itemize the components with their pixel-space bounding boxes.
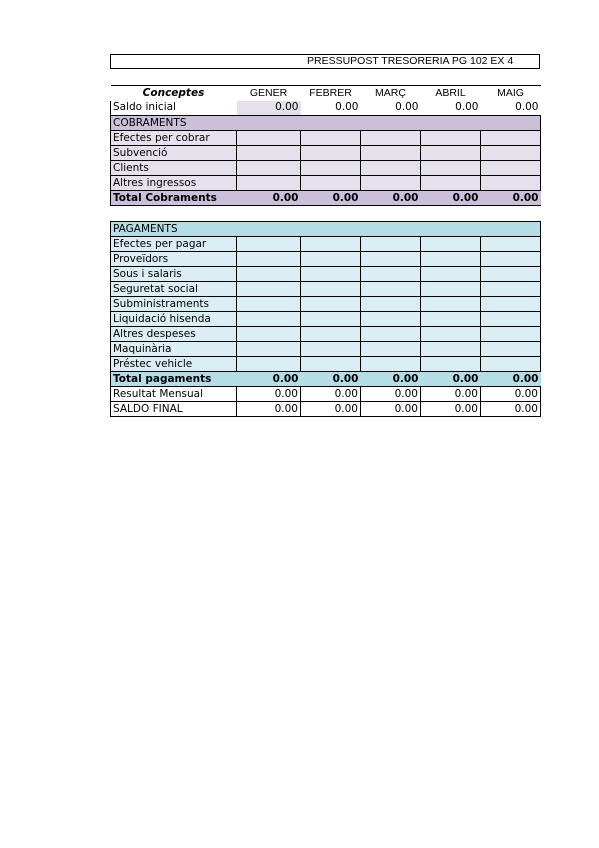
pagaments-row-cell[interactable] bbox=[361, 342, 421, 357]
total-cobraments-label: Total Cobraments bbox=[111, 191, 237, 206]
pagaments-row-label: Subministraments bbox=[111, 297, 237, 312]
saldo-final-cell[interactable]: 0.00 bbox=[421, 402, 481, 417]
total-cobraments-row bbox=[111, 191, 541, 206]
cobraments-row-cell[interactable] bbox=[481, 176, 541, 191]
cobraments-row bbox=[111, 131, 541, 146]
pagaments-row-cell[interactable] bbox=[301, 342, 361, 357]
total-pagaments-cell[interactable]: 0.00 bbox=[361, 372, 421, 387]
saldo-inicial-cell[interactable]: 0.00 bbox=[335, 101, 359, 114]
pagaments-row-cell[interactable] bbox=[301, 282, 361, 297]
sheet-title: PRESSUPOST TRESORERIA PG 102 EX 4 bbox=[307, 55, 514, 67]
header-month[interactable]: MARÇ bbox=[375, 86, 406, 99]
pagaments-row bbox=[111, 342, 541, 357]
header-month[interactable]: MAIG bbox=[497, 86, 524, 99]
saldo-inicial-cell[interactable]: 0.00 bbox=[395, 101, 419, 114]
cobraments-row-cell[interactable] bbox=[301, 146, 361, 161]
cobraments-row-cell[interactable] bbox=[361, 176, 421, 191]
pagaments-row-cell[interactable] bbox=[361, 267, 421, 282]
pagaments-row-cell[interactable] bbox=[421, 312, 481, 327]
resultat-mensual-label: Resultat Mensual bbox=[111, 387, 237, 402]
cobraments-row-label: Subvenció bbox=[111, 146, 237, 161]
cobraments-row-cell[interactable] bbox=[301, 161, 361, 176]
pagaments-row-cell[interactable] bbox=[237, 357, 301, 372]
saldo-final-cell[interactable]: 0.00 bbox=[237, 402, 301, 417]
total-cobraments-cell[interactable]: 0.00 bbox=[481, 191, 541, 206]
cobraments-row-label: Altres ingressos bbox=[111, 176, 237, 191]
pagaments-row-cell[interactable] bbox=[361, 282, 421, 297]
pagaments-row-cell[interactable] bbox=[301, 357, 361, 372]
pagaments-row-cell[interactable] bbox=[301, 237, 361, 252]
pagaments-row-cell[interactable] bbox=[481, 312, 541, 327]
resultat-mensual-row bbox=[111, 387, 541, 402]
total-cobraments-cell[interactable]: 0.00 bbox=[361, 191, 421, 206]
total-pagaments-cell[interactable]: 0.00 bbox=[301, 372, 361, 387]
cobraments-row-cell[interactable] bbox=[301, 176, 361, 191]
pagaments-row-label: Seguretat social bbox=[111, 282, 237, 297]
pagaments-row bbox=[111, 297, 541, 312]
cobraments-row-cell[interactable] bbox=[421, 161, 481, 176]
cobraments-section-label: COBRAMENTS bbox=[111, 116, 541, 131]
cobraments-row-cell[interactable] bbox=[481, 161, 541, 176]
pagaments-row-cell[interactable] bbox=[421, 267, 481, 282]
cobraments-row-cell[interactable] bbox=[237, 146, 301, 161]
pagaments-row bbox=[111, 357, 541, 372]
pagaments-row-cell[interactable] bbox=[361, 357, 421, 372]
pagaments-row-cell[interactable] bbox=[301, 252, 361, 267]
pagaments-row-cell[interactable] bbox=[481, 252, 541, 267]
cobraments-row bbox=[111, 176, 541, 191]
total-pagaments-cell[interactable]: 0.00 bbox=[421, 372, 481, 387]
cobraments-row bbox=[111, 146, 541, 161]
saldo-inicial-row bbox=[111, 101, 541, 116]
cobraments-row-cell[interactable] bbox=[361, 161, 421, 176]
pagaments-row-cell[interactable] bbox=[421, 237, 481, 252]
pagaments-row-label: Efectes per pagar bbox=[111, 237, 237, 252]
header-month[interactable]: FEBRER bbox=[309, 86, 352, 99]
cobraments-row-cell[interactable] bbox=[481, 131, 541, 146]
pagaments-row-cell[interactable] bbox=[481, 357, 541, 372]
cobraments-row-cell[interactable] bbox=[361, 131, 421, 146]
header-concept: Conceptes bbox=[142, 86, 205, 99]
pagaments-row bbox=[111, 312, 541, 327]
pagaments-row-cell[interactable] bbox=[421, 282, 481, 297]
pagaments-row-cell[interactable] bbox=[361, 312, 421, 327]
cobraments-row-cell[interactable] bbox=[237, 131, 301, 146]
total-pagaments-cell[interactable]: 0.00 bbox=[481, 372, 541, 387]
pagaments-row-cell[interactable] bbox=[361, 297, 421, 312]
pagaments-section-row bbox=[111, 222, 541, 237]
header-row bbox=[111, 86, 541, 101]
saldo-final-label: SALDO FINAL bbox=[111, 402, 237, 417]
pagaments-row-cell[interactable] bbox=[421, 342, 481, 357]
resultat-mensual-cell[interactable]: 0.00 bbox=[481, 387, 541, 402]
header-month[interactable]: GENER bbox=[249, 86, 288, 99]
saldo-inicial-cell[interactable]: 0.00 bbox=[515, 101, 539, 114]
pagaments-row-label: Sous i salaris bbox=[111, 267, 237, 282]
resultat-mensual-cell[interactable]: 0.00 bbox=[361, 387, 421, 402]
cobraments-row-label: Clients bbox=[111, 161, 237, 176]
total-cobraments-cell[interactable]: 0.00 bbox=[421, 191, 481, 206]
pagaments-row-cell[interactable] bbox=[481, 282, 541, 297]
pagaments-row-cell[interactable] bbox=[237, 252, 301, 267]
saldo-final-cell[interactable]: 0.00 bbox=[301, 402, 361, 417]
pagaments-row-cell[interactable] bbox=[301, 327, 361, 342]
pagaments-row bbox=[111, 252, 541, 267]
total-pagaments-row bbox=[111, 372, 541, 387]
saldo-final-cell[interactable]: 0.00 bbox=[481, 402, 541, 417]
pagaments-row-label: Maquinària bbox=[111, 342, 237, 357]
pagaments-row-label: Liquidació hisenda bbox=[111, 312, 237, 327]
cobraments-row bbox=[111, 161, 541, 176]
pagaments-row bbox=[111, 327, 541, 342]
cobraments-row-cell[interactable] bbox=[237, 176, 301, 191]
pagaments-row-cell[interactable] bbox=[301, 267, 361, 282]
pagaments-section-label: PAGAMENTS bbox=[111, 222, 541, 237]
cobraments-row-cell[interactable] bbox=[481, 146, 541, 161]
pagaments-row-label: Proveïdors bbox=[111, 252, 237, 267]
cobraments-row-cell[interactable] bbox=[421, 131, 481, 146]
pagaments-row-cell[interactable] bbox=[421, 327, 481, 342]
header-month[interactable]: ABRIL bbox=[435, 86, 466, 99]
pagaments-table bbox=[110, 221, 541, 417]
pagaments-row-cell[interactable] bbox=[237, 267, 301, 282]
pagaments-row-cell[interactable] bbox=[481, 297, 541, 312]
pagaments-row-cell[interactable] bbox=[237, 342, 301, 357]
pagaments-row-cell[interactable] bbox=[361, 237, 421, 252]
pagaments-row-cell[interactable] bbox=[421, 297, 481, 312]
cobraments-row-label: Efectes per cobrar bbox=[111, 131, 237, 146]
pagaments-row-cell[interactable] bbox=[421, 357, 481, 372]
cobraments-row-cell[interactable] bbox=[421, 176, 481, 191]
saldo-inicial-label: Saldo inicial bbox=[111, 101, 237, 116]
saldo-final-row bbox=[111, 402, 541, 417]
total-cobraments-cell[interactable]: 0.00 bbox=[301, 191, 361, 206]
pagaments-row-cell[interactable] bbox=[237, 237, 301, 252]
pagaments-row-cell[interactable] bbox=[237, 297, 301, 312]
pagaments-row-label: Préstec vehicle bbox=[111, 357, 237, 372]
pagaments-row bbox=[111, 282, 541, 297]
pagaments-row-cell[interactable] bbox=[481, 327, 541, 342]
cobraments-section-row bbox=[111, 116, 541, 131]
pagaments-row-cell[interactable] bbox=[301, 312, 361, 327]
pagaments-row bbox=[111, 237, 541, 252]
cobraments-row-cell[interactable] bbox=[237, 161, 301, 176]
pagaments-row-cell[interactable] bbox=[481, 237, 541, 252]
pagaments-row-cell[interactable] bbox=[481, 267, 541, 282]
total-cobraments-cell[interactable]: 0.00 bbox=[237, 191, 301, 206]
pagaments-row-cell[interactable] bbox=[237, 312, 301, 327]
saldo-final-cell[interactable]: 0.00 bbox=[361, 402, 421, 417]
pagaments-row-label: Altres despeses bbox=[111, 327, 237, 342]
pagaments-row-cell[interactable] bbox=[421, 252, 481, 267]
pagaments-row-cell[interactable] bbox=[361, 327, 421, 342]
cobraments-row-cell[interactable] bbox=[361, 146, 421, 161]
resultat-mensual-cell[interactable]: 0.00 bbox=[421, 387, 481, 402]
pagaments-row-cell[interactable] bbox=[301, 297, 361, 312]
total-pagaments-cell[interactable]: 0.00 bbox=[237, 372, 301, 387]
pagaments-row-cell[interactable] bbox=[237, 282, 301, 297]
pagaments-row-cell[interactable] bbox=[237, 327, 301, 342]
pagaments-row-cell[interactable] bbox=[481, 342, 541, 357]
saldo-inicial-cell[interactable]: 0.00 bbox=[237, 101, 301, 116]
resultat-mensual-cell[interactable]: 0.00 bbox=[301, 387, 361, 402]
cobraments-row-cell[interactable] bbox=[421, 146, 481, 161]
cobraments-row-cell[interactable] bbox=[301, 131, 361, 146]
cobraments-table bbox=[110, 85, 541, 206]
saldo-inicial-cell[interactable]: 0.00 bbox=[455, 101, 479, 114]
resultat-mensual-cell[interactable]: 0.00 bbox=[237, 387, 301, 402]
pagaments-row bbox=[111, 267, 541, 282]
pagaments-row-cell[interactable] bbox=[361, 252, 421, 267]
total-pagaments-label: Total pagaments bbox=[111, 372, 237, 387]
